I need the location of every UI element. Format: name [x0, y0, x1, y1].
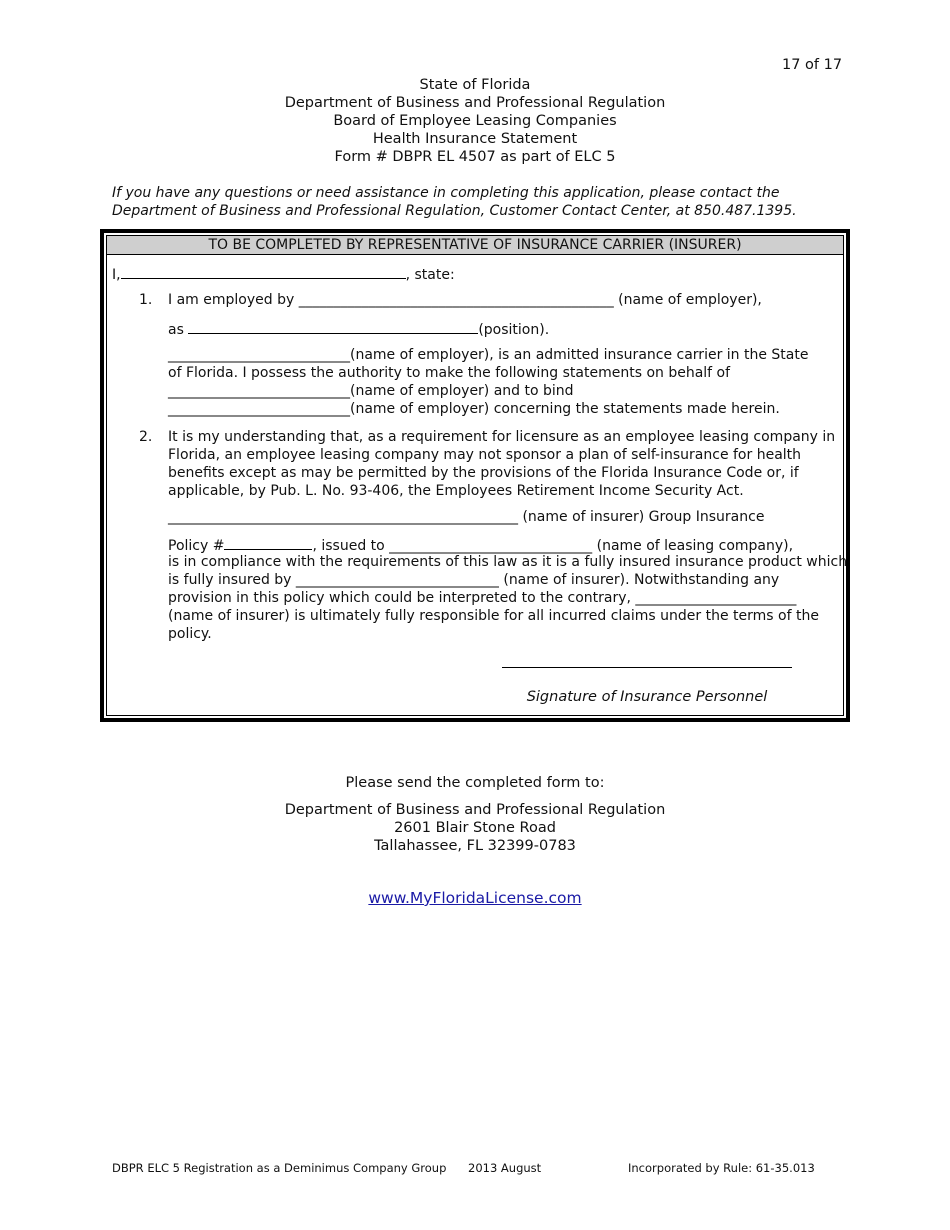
website-container — [200, 889, 750, 907]
insurer-section-title: TO BE COMPLETED BY REPRESENTATIVE OF INSURANCE CARRIER (INSURER) — [107, 236, 843, 255]
header-board: Board of Employee Leasing Companies — [333, 113, 617, 129]
header-state: State of Florida — [419, 77, 531, 93]
contact-instructions — [112, 184, 852, 220]
item-1-paragraph-line-3: __________________________(name of employer) and to bind — [168, 383, 574, 399]
header-department: Department of Business and Professional Regulation — [284, 95, 666, 111]
footer-date: 2013 August — [468, 1161, 542, 1175]
intro-line-2: Department of Business and Professional Regulation, Customer Contact Center, at 850.487.1395. — [112, 203, 797, 219]
insurer-group-insurance-line: __________________________________________________ (name of insurer) Group Insurance — [168, 509, 765, 525]
item-2-paragraph-line-2: Florida, an employee leasing company may not sponsor a plan of self-insurance for health — [168, 447, 802, 463]
issued-to-text: , issued to _____________________________ (name of leasing company), — [312, 538, 794, 554]
signature-field[interactable] — [502, 667, 792, 668]
send-instructions: Please send the completed form to: — [345, 775, 605, 791]
mailing-street: 2601 Blair Stone Road — [394, 820, 556, 836]
item-2-compliance-line-5: (name of insurer) is ultimately fully responsible for all incurred claims under the terms of the — [168, 608, 819, 624]
mailing-address — [200, 801, 750, 855]
as-label: as — [168, 322, 184, 338]
header-form-number: Form # DBPR EL 4507 as part of ELC 5 — [334, 149, 616, 165]
position-label: (position). — [478, 322, 550, 338]
position-field[interactable] — [188, 319, 478, 334]
item-2-number: 2. — [139, 429, 153, 445]
item-2-compliance-line-6: policy. — [168, 626, 212, 642]
declarant-name-field[interactable] — [121, 264, 406, 279]
item-2-compliance-line-2: is in compliance with the requirements of this law as it is a fully insured insurance product which — [168, 554, 848, 570]
footer-rule: Incorporated by Rule: 61-35.013 — [628, 1161, 815, 1175]
declarant-prefix: I, — [112, 267, 121, 283]
website-link[interactable]: www.MyFloridaLicense.com — [368, 889, 582, 907]
mailing-city: Tallahassee, FL 32399-0783 — [374, 838, 576, 854]
policy-label: Policy # — [168, 538, 225, 554]
page-number: 17 of 17 — [782, 57, 843, 73]
item-1-paragraph-line-1: __________________________(name of employer), is an admitted insurance carrier in the State — [168, 347, 809, 363]
item-2-paragraph-line-3: benefits except as may be permitted by the provisions of the Florida Insurance Code or, if — [168, 465, 799, 481]
item-1-paragraph-line-4: __________________________(name of employer) concerning the statements made herein. — [168, 401, 780, 417]
footer-form-name: DBPR ELC 5 Registration as a Deminimus Company Group — [112, 1161, 447, 1175]
item-1-employed-by: I am employed by _____________________________________________ (name of employer), — [168, 292, 762, 308]
policy-line — [168, 535, 793, 555]
item-2-compliance-line-3: is fully insured by _____________________________ (name of insurer). Notwithstanding any — [168, 572, 780, 588]
form-header — [200, 76, 750, 166]
item-2-paragraph-line-1: It is my understanding that, as a requirement for licensure as an employee leasing company in — [168, 429, 836, 445]
policy-number-field[interactable] — [224, 535, 312, 550]
item-1-number: 1. — [139, 292, 153, 308]
header-form-title: Health Insurance Statement — [372, 131, 578, 147]
item-1-paragraph-line-2: of Florida. I possess the authority to make the following statements on behalf of — [168, 365, 731, 381]
signature-label: Signature of Insurance Personnel — [526, 689, 768, 705]
mailing-department: Department of Business and Professional Regulation — [284, 802, 666, 818]
state-label: , state: — [405, 267, 455, 283]
item-2-paragraph-line-4: applicable, by Pub. L. No. 93-406, the Employees Retirement Income Security Act. — [168, 483, 744, 499]
intro-line-1: If you have any questions or need assistance in completing this application, please contact the — [112, 185, 780, 201]
item-2-compliance-line-4: provision in this policy which could be interpreted to the contrary, _______________________ — [168, 590, 797, 606]
declarant-line — [112, 264, 455, 284]
item-1-position-line — [168, 319, 549, 339]
